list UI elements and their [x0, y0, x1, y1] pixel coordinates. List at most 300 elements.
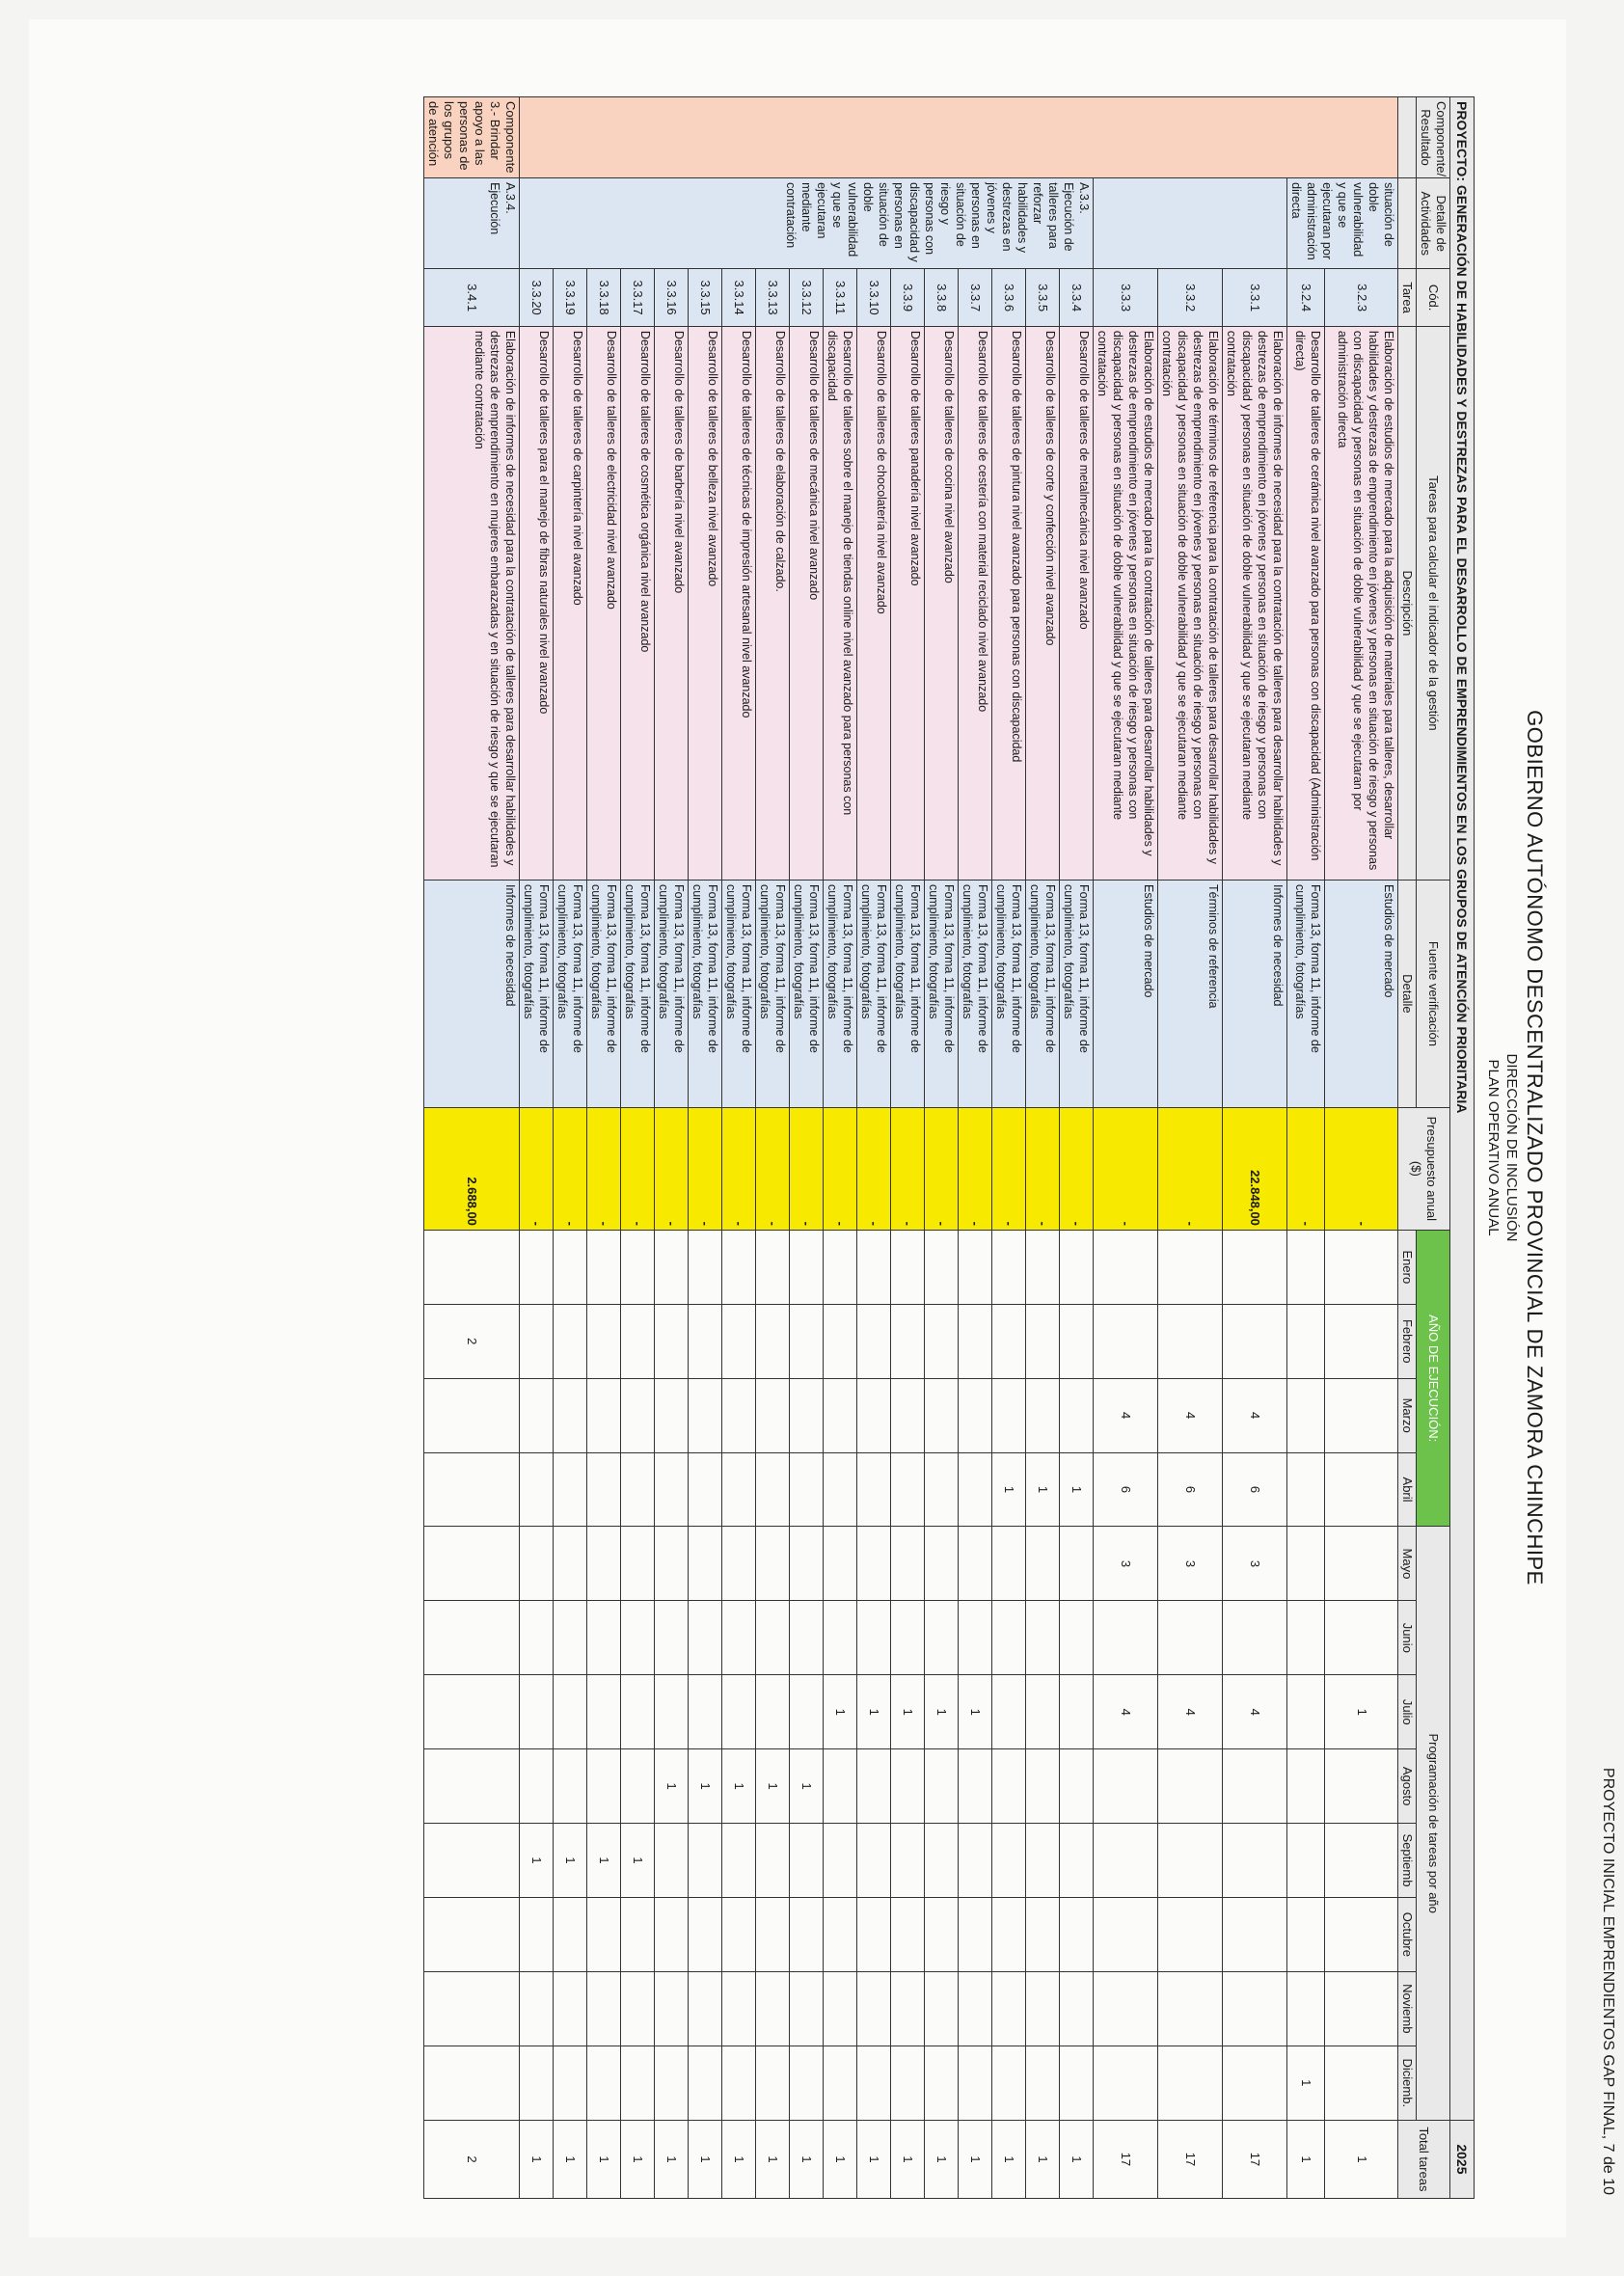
actividad-cell: A.3.4. Ejecución	[424, 178, 520, 269]
tarea-code: 3.3.6	[992, 269, 1026, 326]
fuente-verificacion: Estudios de mercado	[1094, 880, 1158, 1107]
month-count	[1223, 1230, 1287, 1304]
month-count	[1223, 1971, 1287, 2046]
tarea-code: 3.3.14	[722, 269, 756, 326]
month-count	[722, 1230, 756, 1304]
tarea-description: Desarrollo de talleres sobre el manejo de tiendas online nivel avanzado para personas con discapacidad	[824, 326, 857, 880]
presupuesto: -	[790, 1107, 824, 1230]
month-count	[520, 1304, 554, 1378]
month-count	[1060, 1897, 1094, 1971]
fuente-verificacion: Forma 13, forma 11, informe de cumplimiento, fotografías	[655, 880, 689, 1107]
presupuesto: -	[756, 1107, 790, 1230]
month-count	[891, 1897, 925, 1971]
month-count	[925, 1749, 959, 1824]
month-count	[722, 1675, 756, 1749]
month-count	[1223, 1749, 1287, 1824]
table-row	[756, 97, 790, 2199]
actividad-cell: A.3.3. Ejecución de talleres para reforzar habilidades y destrezas en jóvenes y personas en situación de riesgo y personas con discapacidad y personas en situación de doble vulnerabilidad y que se ejecutaran mediante contratación	[520, 178, 1094, 269]
month-count: 1	[1060, 1452, 1094, 1527]
month-count	[959, 2046, 992, 2120]
presupuesto: -	[925, 1107, 959, 1230]
month-count	[992, 2046, 1026, 2120]
month-count	[1287, 1675, 1325, 1749]
fuente-verificacion: Forma 13, forma 11, informe de cumplimiento, fotografías	[1287, 880, 1325, 1107]
month-count	[655, 1675, 689, 1749]
month-header: Febrero	[1398, 1304, 1417, 1378]
total-tareas: 17	[1158, 2120, 1223, 2198]
month-count	[857, 1378, 891, 1452]
col-fuente-verificacion: Fuente verificación	[1417, 880, 1450, 1107]
month-count	[689, 1601, 722, 1675]
table-row	[992, 97, 1026, 2199]
tarea-description: Desarrollo de talleres de belleza nivel avanzado	[689, 326, 722, 880]
month-count	[1325, 1304, 1398, 1378]
month-count	[520, 1527, 554, 1601]
month-count	[790, 1601, 824, 1675]
document-title: GOBIERNO AUTÓNOMO DESCENTRALIZADO PROVINCIAL DE ZAMORA CHINCHIPE	[1523, 710, 1547, 1585]
month-count	[1060, 1824, 1094, 1898]
month-count	[959, 1897, 992, 1971]
total-tareas: 1	[824, 2120, 857, 2198]
month-count	[891, 1304, 925, 1378]
tarea-code: 3.3.13	[756, 269, 790, 326]
month-count: 1	[689, 1749, 722, 1824]
table-row	[1223, 97, 1287, 2199]
tarea-code: 3.2.3	[1325, 269, 1398, 326]
month-header: Mayo	[1398, 1527, 1417, 1601]
month-count: 4	[1223, 1378, 1287, 1452]
month-header: Marzo	[1398, 1378, 1417, 1452]
month-count	[992, 1378, 1026, 1452]
col-ano-ejecucion: AÑO DE EJECUCIÓN:	[1417, 1230, 1450, 1527]
month-count	[621, 1601, 655, 1675]
table-row	[689, 97, 722, 2199]
month-count: 1	[621, 1824, 655, 1898]
month-count	[722, 1601, 756, 1675]
actividad-cell: situación de doble vulnerabilidad y que se ejecutaran por administración directa	[1287, 178, 1398, 269]
month-header: Abril	[1398, 1452, 1417, 1527]
month-count	[857, 1897, 891, 1971]
month-count	[655, 1824, 689, 1898]
total-tareas: 2	[424, 2120, 520, 2198]
presupuesto: -	[587, 1107, 621, 1230]
month-count	[554, 1304, 587, 1378]
tarea-code: 3.3.5	[1026, 269, 1060, 326]
month-count	[1026, 1230, 1060, 1304]
month-count	[722, 1527, 756, 1601]
month-count	[520, 1378, 554, 1452]
fuente-verificacion: Forma 13, forma 11, informe de cumplimiento, fotografías	[992, 880, 1026, 1107]
month-count	[424, 1230, 520, 1304]
tarea-description: Desarrollo de talleres de corte y confección nivel avanzado	[1026, 326, 1060, 880]
total-tareas: 1	[520, 2120, 554, 2198]
tarea-description: Desarrollo de talleres de técnicas de impresión artesanal nivel avanzado	[722, 326, 756, 880]
month-count	[1287, 1378, 1325, 1452]
month-count	[1094, 1897, 1158, 1971]
month-count	[1158, 1304, 1223, 1378]
month-count	[1026, 1971, 1060, 2046]
tarea-description: Desarrollo de talleres de cerámica nivel avanzado para personas con discapacidad (Administración directa)	[1287, 326, 1325, 880]
month-header: Noviemb	[1398, 1971, 1417, 2046]
tarea-code: 3.2.4	[1287, 269, 1325, 326]
month-count	[1325, 1527, 1398, 1601]
month-count	[1287, 1749, 1325, 1824]
tarea-description: Desarrollo de talleres de metalmecánica nivel avanzado	[1060, 326, 1094, 880]
month-count	[587, 1897, 621, 1971]
month-count	[424, 1601, 520, 1675]
month-count	[1094, 1601, 1158, 1675]
presupuesto: -	[689, 1107, 722, 1230]
presupuesto: -	[857, 1107, 891, 1230]
month-count	[1223, 1601, 1287, 1675]
table-row	[959, 97, 992, 2199]
month-count	[689, 1897, 722, 1971]
month-count	[554, 1378, 587, 1452]
month-count	[1287, 1304, 1325, 1378]
tarea-code: 3.3.19	[554, 269, 587, 326]
month-count	[689, 2046, 722, 2120]
month-count: 3	[1223, 1527, 1287, 1601]
month-header: Enero	[1398, 1230, 1417, 1304]
poa-table-wrapper	[423, 96, 1475, 2199]
month-count	[959, 1378, 992, 1452]
tarea-description: Elaboración de informes de necesidad para la contratación de talleres para desarrollar habilidades y destrezas de emprendimiento en jóvenes y personas en situación de riesgo y personas con discapacidad y personas en situación de doble vulnerabilidad y que se ejecutaran mediante contratación	[1223, 326, 1287, 880]
table-row	[424, 97, 520, 2199]
table-row	[891, 97, 925, 2199]
tarea-code: 3.3.9	[891, 269, 925, 326]
month-count	[857, 1304, 891, 1378]
tarea-description: Desarrollo de talleres de cocina nivel avanzado	[925, 326, 959, 880]
table-row	[824, 97, 857, 2199]
month-count	[1158, 1824, 1223, 1898]
month-count: 6	[1223, 1452, 1287, 1527]
month-count	[587, 1527, 621, 1601]
month-count	[925, 1824, 959, 1898]
month-count	[1026, 1897, 1060, 1971]
total-tareas: 1	[891, 2120, 925, 2198]
month-count	[621, 1971, 655, 2046]
total-tareas: 1	[1287, 2120, 1325, 2198]
month-count	[587, 1749, 621, 1824]
table-row	[587, 97, 621, 2199]
table-row	[655, 97, 689, 2199]
componente-cell	[520, 97, 1398, 178]
fuente-verificacion: Forma 13, forma 11, informe de cumplimiento, fotografías	[520, 880, 554, 1107]
presupuesto: -	[891, 1107, 925, 1230]
table-row	[1325, 97, 1398, 2199]
total-tareas: 1	[1060, 2120, 1094, 2198]
month-count	[722, 1971, 756, 2046]
month-count	[756, 1675, 790, 1749]
total-tareas: 17	[1223, 2120, 1287, 2198]
presupuesto: -	[554, 1107, 587, 1230]
month-count	[689, 1971, 722, 2046]
month-count	[587, 1601, 621, 1675]
month-count	[824, 1824, 857, 1898]
month-count	[520, 1897, 554, 1971]
month-count	[756, 1230, 790, 1304]
month-count	[756, 1971, 790, 2046]
month-count	[790, 1971, 824, 2046]
month-count	[1158, 2046, 1223, 2120]
tarea-code: 3.3.17	[621, 269, 655, 326]
month-count	[790, 1897, 824, 1971]
fuente-verificacion: Forma 13, forma 11, informe de cumplimiento, fotografías	[790, 880, 824, 1107]
month-count: 1	[520, 1824, 554, 1898]
componente-cell: Componente 3.- Brindar apoyo a las personas de los grupos de atención	[424, 97, 520, 178]
month-count	[621, 1749, 655, 1824]
month-count	[424, 1897, 520, 1971]
month-count	[891, 2046, 925, 2120]
month-count	[959, 1230, 992, 1304]
month-count	[587, 1304, 621, 1378]
fuente-verificacion: Forma 13, forma 11, informe de cumplimiento, fotografías	[554, 880, 587, 1107]
total-tareas: 1	[959, 2120, 992, 2198]
month-count	[1094, 1824, 1158, 1898]
tarea-description: Desarrollo de talleres de mecánica nivel avanzado	[790, 326, 824, 880]
month-count	[554, 1897, 587, 1971]
month-count	[1325, 2046, 1398, 2120]
month-count	[689, 1378, 722, 1452]
total-tareas: 1	[1026, 2120, 1060, 2198]
table-row	[857, 97, 891, 2199]
fuente-verificacion: Forma 13, forma 11, informe de cumplimiento, fotografías	[756, 880, 790, 1107]
fuente-verificacion: Forma 13, forma 11, informe de cumplimiento, fotografías	[959, 880, 992, 1107]
month-count: 1	[925, 1675, 959, 1749]
month-count	[587, 1378, 621, 1452]
month-count	[1060, 1304, 1094, 1378]
project-title: PROYECTO: GENERACIÓN DE HABILIDADES Y DESTREZAS PARA EL DESARROLLO DE EMPRENDIMIENTOS EN LOS GRUPOS DE ATENCIÓN PRIORITARIA	[1450, 97, 1475, 2121]
month-count	[1060, 1675, 1094, 1749]
month-count	[1287, 1452, 1325, 1527]
month-count	[756, 1601, 790, 1675]
month-count: 1	[959, 1675, 992, 1749]
month-count	[554, 1749, 587, 1824]
month-count	[824, 1897, 857, 1971]
month-count	[1325, 1824, 1398, 1898]
month-count	[1094, 1971, 1158, 2046]
month-count	[959, 1824, 992, 1898]
month-count	[587, 1230, 621, 1304]
total-tareas: 17	[1094, 2120, 1158, 2198]
month-count: 1	[992, 1452, 1026, 1527]
month-count	[1094, 1304, 1158, 1378]
month-count	[520, 1452, 554, 1527]
month-count	[790, 1230, 824, 1304]
month-count	[959, 1452, 992, 1527]
table-row	[1060, 97, 1094, 2199]
month-count	[424, 1452, 520, 1527]
month-count	[1287, 1824, 1325, 1898]
month-count	[1223, 1897, 1287, 1971]
month-count	[824, 1452, 857, 1527]
col-total-tareas: Total tareas	[1398, 2120, 1450, 2198]
month-count	[1094, 2046, 1158, 2120]
month-count	[992, 1897, 1026, 1971]
month-count	[1026, 1378, 1060, 1452]
month-count	[790, 1527, 824, 1601]
month-count	[1060, 1378, 1094, 1452]
month-count	[1060, 1749, 1094, 1824]
month-count	[992, 1527, 1026, 1601]
presupuesto: -	[824, 1107, 857, 1230]
fuente-verificacion: Forma 13, forma 11, informe de cumplimiento, fotografías	[587, 880, 621, 1107]
month-count	[1026, 1749, 1060, 1824]
month-count	[790, 2046, 824, 2120]
month-count	[1325, 1452, 1398, 1527]
table-row	[790, 97, 824, 2199]
month-count: 1	[587, 1824, 621, 1898]
month-count	[857, 1527, 891, 1601]
total-tareas: 1	[857, 2120, 891, 2198]
month-count	[824, 1304, 857, 1378]
month-count	[891, 1971, 925, 2046]
month-count	[424, 1824, 520, 1898]
tarea-description: Desarrollo de talleres de elaboración de calzado.	[756, 326, 790, 880]
presupuesto: 22.848,00	[1223, 1107, 1287, 1230]
month-count	[925, 1527, 959, 1601]
month-count	[655, 1971, 689, 2046]
month-count	[925, 1230, 959, 1304]
month-count: 4	[1158, 1378, 1223, 1452]
tarea-code: 3.3.20	[520, 269, 554, 326]
col-detalle-actividades: Detalle de Actividades	[1417, 178, 1450, 269]
scanned-page	[29, 19, 1616, 2237]
month-header: Julio	[1398, 1675, 1417, 1749]
month-count	[621, 1304, 655, 1378]
tarea-description: Desarrollo de talleres panadería nivel avanzado	[891, 326, 925, 880]
month-header: Junio	[1398, 1601, 1417, 1675]
poa-table	[423, 96, 1475, 2199]
total-tareas: 1	[689, 2120, 722, 2198]
month-count	[756, 2046, 790, 2120]
month-count	[891, 1230, 925, 1304]
month-count: 1	[1325, 1675, 1398, 1749]
presupuesto: -	[1026, 1107, 1060, 1230]
month-count	[857, 1230, 891, 1304]
month-header: Diciemb.	[1398, 2046, 1417, 2120]
tarea-code: 3.3.8	[925, 269, 959, 326]
month-count	[756, 1452, 790, 1527]
month-count	[925, 1601, 959, 1675]
month-count	[520, 1601, 554, 1675]
table-row	[925, 97, 959, 2199]
month-count	[621, 1452, 655, 1527]
month-count	[1223, 1824, 1287, 1898]
month-count	[1060, 1601, 1094, 1675]
presupuesto: -	[1325, 1107, 1398, 1230]
month-count	[520, 1971, 554, 2046]
month-count	[554, 2046, 587, 2120]
tarea-description: Elaboración de términos de referencia para la contratación de talleres para desarrollar habilidades y destrezas de emprendimiento en jóvenes y personas en situación de riesgo y personas con discapacidad y personas en situación de doble vulnerabilidad y que se ejecutaran mediante contratación	[1158, 326, 1223, 880]
tarea-code: 3.3.18	[587, 269, 621, 326]
total-tareas: 1	[587, 2120, 621, 2198]
month-count	[891, 1527, 925, 1601]
month-count	[1026, 1675, 1060, 1749]
tarea-code: 3.3.11	[824, 269, 857, 326]
month-count	[1325, 1749, 1398, 1824]
fuente-verificacion: Informes de necesidad	[424, 880, 520, 1107]
month-count	[824, 1749, 857, 1824]
month-count	[655, 1304, 689, 1378]
month-count	[824, 1378, 857, 1452]
month-count: 1	[554, 1824, 587, 1898]
month-count	[655, 2046, 689, 2120]
month-count: 3	[1094, 1527, 1158, 1601]
month-count	[1060, 2046, 1094, 2120]
table-row	[1026, 97, 1060, 2199]
month-count	[857, 1749, 891, 1824]
month-count	[424, 1749, 520, 1824]
month-count	[857, 1971, 891, 2046]
month-count	[925, 1452, 959, 1527]
presupuesto: -	[655, 1107, 689, 1230]
tarea-description: Desarrollo de talleres de electricidad nivel avanzado	[587, 326, 621, 880]
presupuesto: -	[959, 1107, 992, 1230]
month-count	[554, 1675, 587, 1749]
month-count	[790, 1304, 824, 1378]
month-count	[520, 2046, 554, 2120]
col-tarea-sub: Tarea	[1398, 269, 1417, 326]
table-row	[1287, 97, 1325, 2199]
month-count	[520, 1675, 554, 1749]
month-count: 1	[857, 1675, 891, 1749]
table-row	[722, 97, 756, 2199]
month-count	[621, 1527, 655, 1601]
month-count	[1325, 1378, 1398, 1452]
month-count: 1	[722, 1749, 756, 1824]
month-count	[824, 2046, 857, 2120]
month-count	[621, 2046, 655, 2120]
month-count	[790, 1675, 824, 1749]
month-count	[424, 1378, 520, 1452]
month-count	[959, 1527, 992, 1601]
fuente-verificacion: Forma 13, forma 11, informe de cumplimiento, fotografías	[891, 880, 925, 1107]
fuente-verificacion: Forma 13, forma 11, informe de cumplimiento, fotografías	[857, 880, 891, 1107]
col-actividades-sub	[1398, 178, 1417, 269]
presupuesto: -	[621, 1107, 655, 1230]
month-count	[891, 1601, 925, 1675]
project-year: 2025	[1450, 2120, 1475, 2198]
tarea-description: Desarrollo de talleres para el manejo de fibras naturales nivel avanzado	[520, 326, 554, 880]
month-count	[1060, 1527, 1094, 1601]
month-count	[722, 1378, 756, 1452]
month-count	[655, 1601, 689, 1675]
month-count	[992, 1304, 1026, 1378]
rotated-landscape-sheet	[29, 19, 1624, 2276]
month-count	[891, 1824, 925, 1898]
month-count	[655, 1452, 689, 1527]
month-count	[655, 1527, 689, 1601]
tarea-code: 3.3.3	[1094, 269, 1158, 326]
month-count	[621, 1897, 655, 1971]
month-count	[689, 1230, 722, 1304]
page-footer: PROYECTO INICIAL EMPRENDIENTOS GAP FINAL, 7 de 10	[1600, 1767, 1616, 2195]
tarea-code: 3.3.7	[959, 269, 992, 326]
month-count	[689, 1824, 722, 1898]
month-count	[891, 1452, 925, 1527]
presupuesto: -	[520, 1107, 554, 1230]
month-count	[424, 1971, 520, 2046]
month-count	[1026, 1824, 1060, 1898]
month-count	[824, 1230, 857, 1304]
col-descripcion: Descripción	[1398, 326, 1417, 880]
fuente-verificacion: Forma 13, forma 11, informe de cumplimiento, fotografías	[722, 880, 756, 1107]
month-count	[992, 1749, 1026, 1824]
month-count	[1060, 1230, 1094, 1304]
month-count	[790, 1452, 824, 1527]
month-count: 1	[756, 1749, 790, 1824]
